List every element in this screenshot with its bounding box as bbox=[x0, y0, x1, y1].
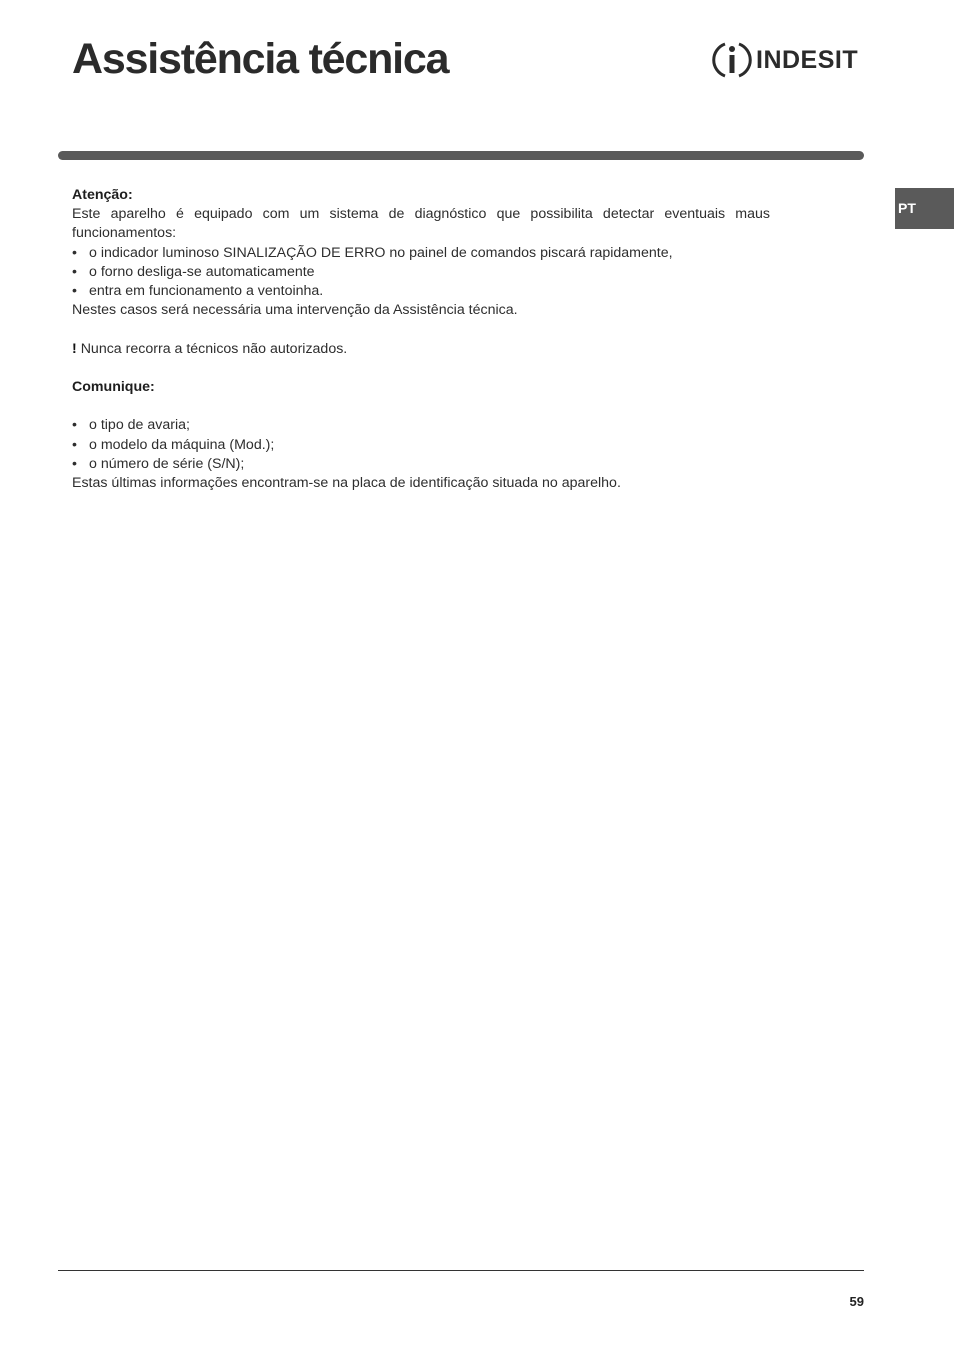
list-item-text: o forno desliga-se automaticamente bbox=[89, 263, 315, 280]
bullet-icon: • bbox=[72, 436, 77, 453]
header-divider bbox=[58, 151, 864, 160]
bullet-icon: • bbox=[72, 263, 77, 280]
warning-icon: ! bbox=[72, 340, 77, 357]
page-title: Assistência técnica bbox=[72, 35, 449, 83]
list-item bbox=[72, 244, 770, 263]
main-content bbox=[72, 186, 770, 493]
bullet-icon: • bbox=[72, 417, 77, 434]
list-item-text: o número de série (S/N); bbox=[89, 455, 245, 472]
attention-closing: Nestes casos será necessária uma intervenção da Assistência técnica. bbox=[72, 302, 518, 319]
bullet-icon: • bbox=[72, 244, 77, 261]
bullet-icon: • bbox=[72, 455, 77, 472]
attention-heading: Atenção: bbox=[72, 187, 133, 203]
list-item bbox=[72, 436, 770, 455]
list-item-text: o indicador luminoso SINALIZAÇÃO DE ERRO no painel de comandos piscará rapidamente, bbox=[89, 244, 673, 261]
brand-name: INDESIT bbox=[756, 45, 859, 74]
list-item bbox=[72, 263, 770, 282]
list-item bbox=[72, 282, 770, 301]
attention-intro: Este aparelho é equipado com um sistema de diagnóstico que possibilita detectar eventuais maus funcionamentos: bbox=[72, 206, 770, 242]
list-item bbox=[72, 416, 770, 435]
footer-divider bbox=[58, 1270, 864, 1271]
list-item-text: o tipo de avaria; bbox=[89, 417, 190, 434]
bullet-icon: • bbox=[72, 283, 77, 300]
indesit-logo-icon bbox=[712, 39, 752, 81]
warning-text: Nunca recorra a técnicos não autorizados. bbox=[80, 340, 348, 357]
warning-note bbox=[72, 340, 770, 359]
communicate-heading: Comunique: bbox=[72, 379, 155, 395]
page-number: 59 bbox=[849, 1294, 864, 1309]
list-item bbox=[72, 455, 770, 474]
brand-logo bbox=[712, 38, 864, 82]
list-item-text: o modelo da máquina (Mod.); bbox=[89, 436, 275, 453]
communicate-closing: Estas últimas informações encontram-se na placa de identificação situada no aparelho. bbox=[72, 475, 621, 491]
list-item-text: entra em funcionamento a ventoinha. bbox=[89, 283, 324, 300]
language-tab: PT bbox=[895, 188, 954, 229]
